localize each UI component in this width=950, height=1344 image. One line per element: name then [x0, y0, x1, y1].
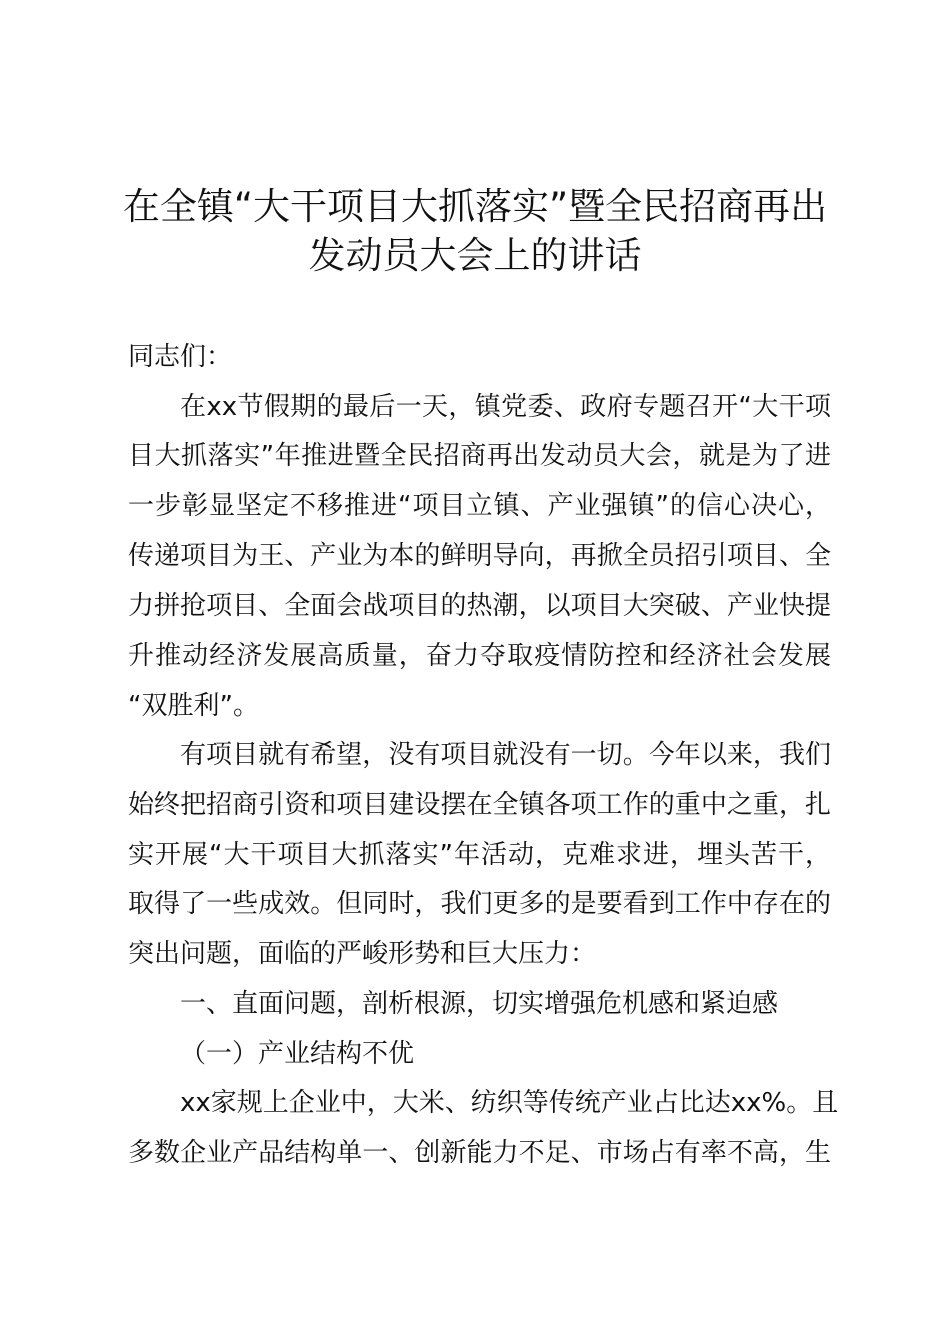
- paragraph-3-line: xx家规上企业中，大米、纺织等传统产业占比达xx%。且: [180, 1088, 839, 1118]
- salutation: 同志们：: [128, 342, 233, 372]
- paragraph-1-line: 传递项目为王、产业为本的鲜明导向，再掀全员招引项目、全: [128, 541, 831, 571]
- paragraph-1-line: 在xx节假期的最后一天，镇党委、政府专题召开“大干项: [180, 392, 831, 422]
- section-heading: 一、直面问题，剖析根源，切实增强危机感和紧迫感: [180, 989, 779, 1019]
- paragraph-1-line: 力拼抢项目、全面会战项目的热潮，以项目大突破、产业快提: [128, 591, 831, 621]
- paragraph-1-line: 目大抓落实”年推进暨全民招商再出发动员大会，就是为了进: [128, 441, 831, 471]
- paragraph-3-line: 多数企业产品结构单一、创新能力不足、市场占有率不高，生: [128, 1138, 831, 1168]
- document-title-line-1: 在全镇“大干项目大抓落实”暨全民招商再出: [122, 185, 828, 228]
- paragraph-1-line: 升推动经济发展高质量，奋力夺取疫情防控和经济社会发展: [128, 641, 831, 671]
- paragraph-2-line: 突出问题，面临的严峻形势和巨大压力：: [128, 939, 597, 969]
- paragraph-2-line: 始终把招商引资和项目建设摆在全镇各项工作的重中之重，扎: [128, 790, 831, 820]
- subsection-heading: （一）产业结构不优: [180, 1039, 415, 1069]
- paragraph-2-line: 有项目就有希望，没有项目就没有一切。今年以来，我们: [180, 740, 831, 770]
- paragraph-2-line: 实开展“大干项目大抓落实”年活动，克难求进，埋头苦干，: [128, 840, 831, 870]
- paragraph-1-line: “双胜利”。: [128, 691, 259, 721]
- paragraph-1-line: 一步彰显坚定不移推进“项目立镇、产业强镇”的信心决心，: [128, 491, 831, 521]
- paragraph-2-line: 取得了一些成效。但同时，我们更多的是要看到工作中存在的: [128, 889, 831, 919]
- document-title-line-2: 发动员大会上的讲话: [308, 234, 642, 277]
